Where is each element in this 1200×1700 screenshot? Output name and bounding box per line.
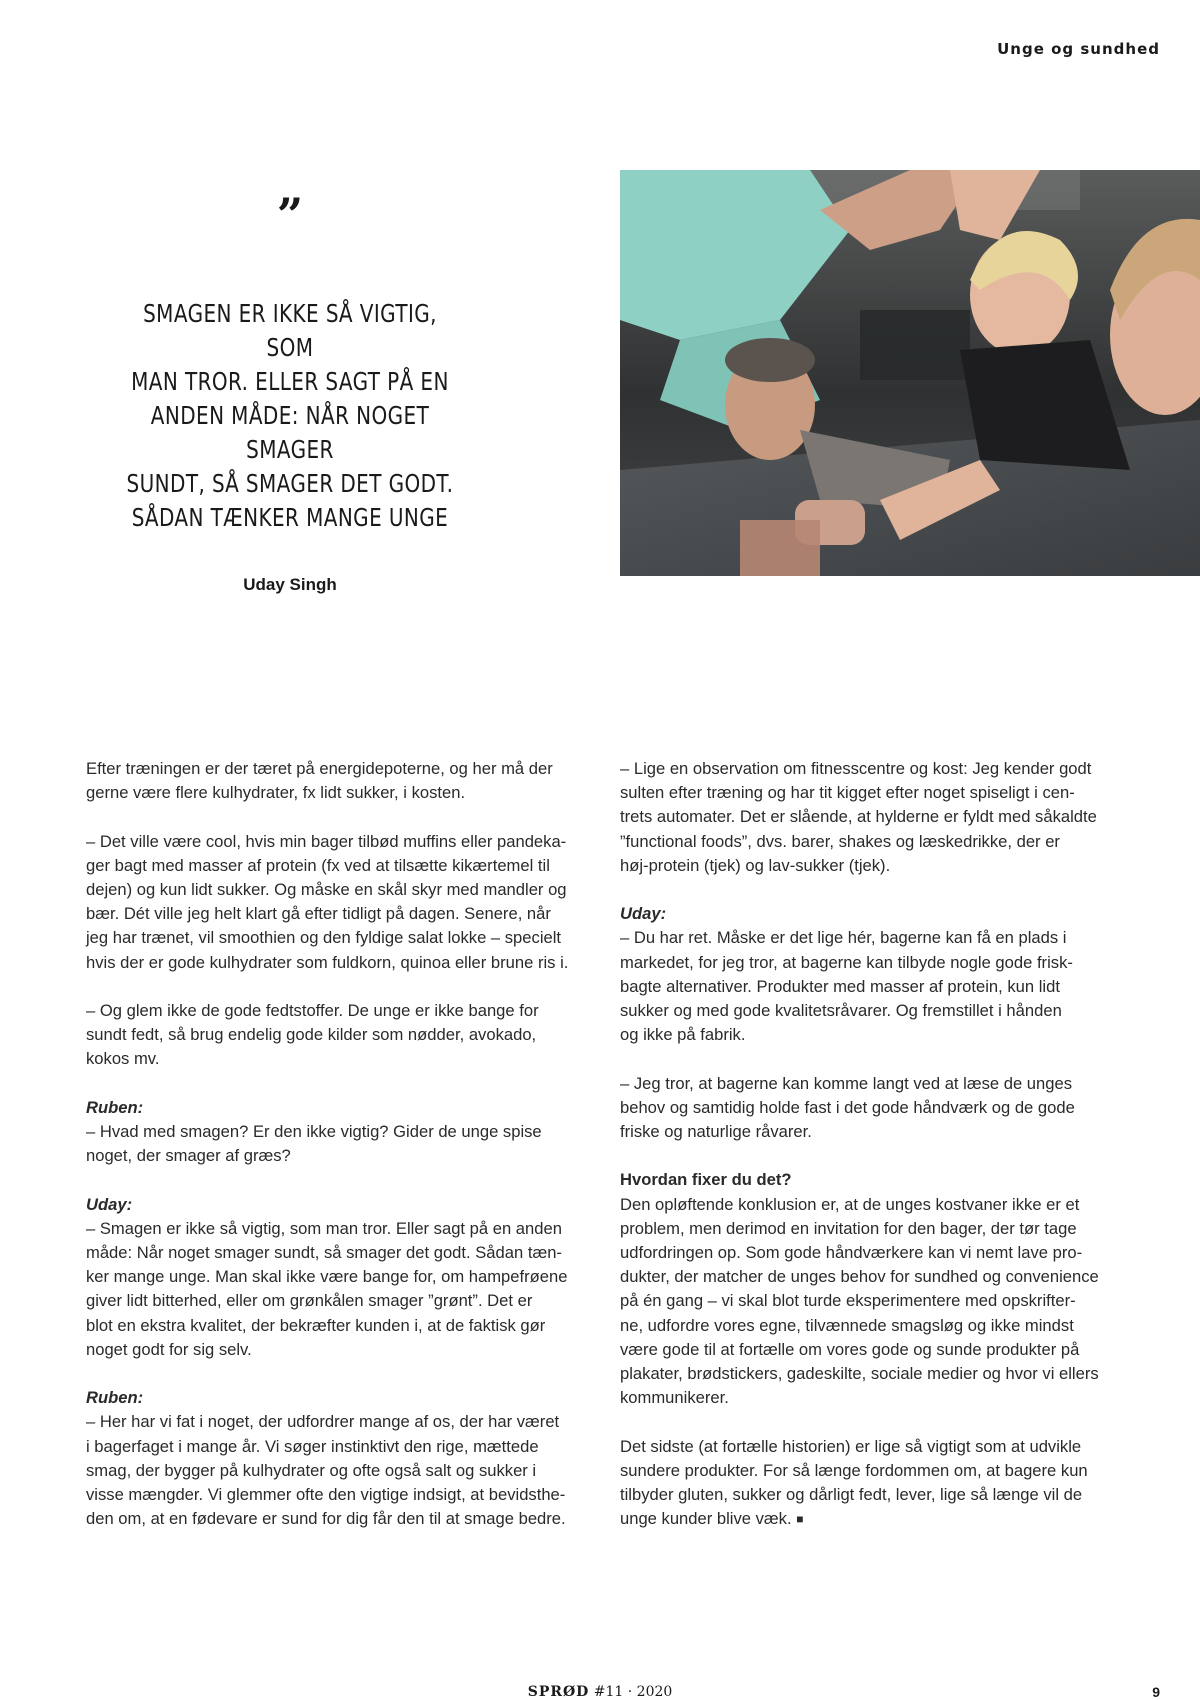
magazine-issue bbox=[0, 1684, 1200, 1700]
dialogue-block bbox=[620, 902, 1120, 1047]
page-number: 9 bbox=[1152, 1684, 1160, 1700]
end-mark-icon: ■ bbox=[796, 1512, 804, 1527]
fitness-photo-illustration bbox=[620, 170, 1200, 576]
paragraph: – Hvad med smagen? Er den ikke vigtig? Gider de unge spise noget, der smager af græs? bbox=[86, 1122, 542, 1166]
quote-mark-icon: ” bbox=[276, 188, 304, 242]
dialogue-block bbox=[86, 1193, 586, 1362]
issue-number: #11 · 2020 bbox=[593, 1684, 673, 1700]
fitness-photo bbox=[620, 170, 1200, 576]
paragraph: – Og glem ikke de gode fedtstoffer. De unge er ikke bange for sundt fedt, så brug endelig gode kilder som nødder, avokado, kokos mv. bbox=[86, 1001, 539, 1069]
paragraph: Den opløftende konklusion er, at de unges kostvaner ikke er et problem, men derimod en invitation for den bager, der tør tage udfordringen op. Som gode håndværkere kan vi nemt lave pro- dukter, der matcher de unges behov for sundhed og convenience på én gang – vi skal blot turde eksperimentere med opskrifter- ne, udfordre vores egne, tilvænnede smagsløg og ikke mindst være gode til at fortælle om vores gode og sunde produkter på plakater, brødstickers, gadeskilte, sociale medier og hvor vi ellers kommunikerer. bbox=[620, 1194, 1099, 1408]
subheading: Hvordan fixer du det? bbox=[620, 1170, 792, 1190]
article-column-left bbox=[86, 757, 586, 1556]
speaker-label: Uday: bbox=[86, 1194, 133, 1214]
paragraph: – Det ville være cool, hvis min bager tilbød muffins eller pandeka- ger bagt med masser af protein (fx ved at tilsætte kikærtemel til dejen) og kun lidt sukker. Og måske en skål skyr med mandler og bær. Dét ville jeg helt klart gå efter tidligt på dagen. Senere, når jeg har trænet, vil smoothien og den fyldige salat lokke – specielt hvis der er gode kulhydrater som fuldkorn, quinoa eller brune ris i. bbox=[86, 831, 569, 972]
speaker-label: Ruben: bbox=[86, 1388, 144, 1408]
section-title: Unge og sundhed bbox=[997, 40, 1160, 58]
quote-author: Uday Singh bbox=[243, 575, 337, 594]
pull-quote bbox=[80, 188, 500, 595]
magazine-name: SPRØD bbox=[527, 1684, 590, 1700]
paragraph: – Du har ret. Måske er det lige hér, bagerne kan få en plads i markedet, for jeg tror, at bagerne kan tilbyde nogle gode frisk- bagte alternativer. Produkter med masser af protein, kun lidt sukker og med gode kvalitetsråvarer. Og fremstillet i hånden og ikke på fabrik. bbox=[620, 928, 1073, 1045]
speaker-label: Ruben: bbox=[86, 1097, 144, 1117]
speaker-label: Uday: bbox=[620, 904, 667, 924]
paragraph: – Lige en observation om fitnesscentre og kost: Jeg kender godt sulten efter træning og har tit kigget efter noget spiseligt i cen- trets automater. Det er slående, at hylderne er fyldt med såkaldte ”functional foods”, dvs. barer, shakes og læskedrikke, der er høj-protein (tjek) og lav-sukker (tjek). bbox=[620, 759, 1097, 875]
paragraph: Det sidste (at fortælle historien) er lige så vigtigt som at udvikle sundere produkter. For så længe fordommen om, at bagere kun tilbyder gluten, sukker og dårligt fedt, lever, lige så længe vil de unge kunder blive væk. bbox=[620, 1436, 1088, 1529]
dialogue-block bbox=[86, 1096, 586, 1169]
section-block bbox=[620, 1435, 1120, 1532]
paragraph: Efter træningen er der tæret på energidepoterne, og her må der gerne være flere kulhydrater, fx lidt sukker, i kosten. bbox=[86, 759, 553, 803]
paragraph: – Her har vi fat i noget, der udfordrer mange af os, der har været i bagerfaget i mange år. Vi søger instinktivt den rige, mættede smag, der bygger på kulhydrater og ofte også salt og sukker i visse mængder. Vi glemmer ofte den vigtige indsigt, at bevidsthe- den om, at en fødevare er sund for dig får den til at smage bedre. bbox=[86, 1412, 566, 1529]
quote-text: SMAGEN ER IKKE SÅ VIGTIG, SOM MAN TROR. ELLER SAGT PÅ EN ANDEN MÅDE: NÅR NOGET SMAGER SUNDT, SÅ SMAGER DET GODT. SÅDAN TÆNKER MANGE UNGE bbox=[126, 299, 454, 532]
section-block bbox=[620, 1168, 1120, 1410]
paragraph: – Jeg tror, at bagerne kan komme langt ved at læse de unges behov og samtidig holde fast i det gode håndværk og de gode friske og naturlige råvarer. bbox=[620, 1073, 1075, 1142]
article-column-right bbox=[620, 757, 1120, 1556]
paragraph: – Smagen er ikke så vigtig, som man tror. Eller sagt på en anden måde: Når noget smager sundt, så smager det godt. Sådan tæn- ker mange unge. Man skal ikke være bange for, om hampefrøene giver lidt bitterhed, eller om grønkålen smager ”grønt”. Det er blot en ekstra kvalitet, der bekræfter kunden i, at de faktisk gør noget godt for sig selv. bbox=[86, 1218, 568, 1359]
dialogue-block bbox=[86, 1386, 586, 1531]
